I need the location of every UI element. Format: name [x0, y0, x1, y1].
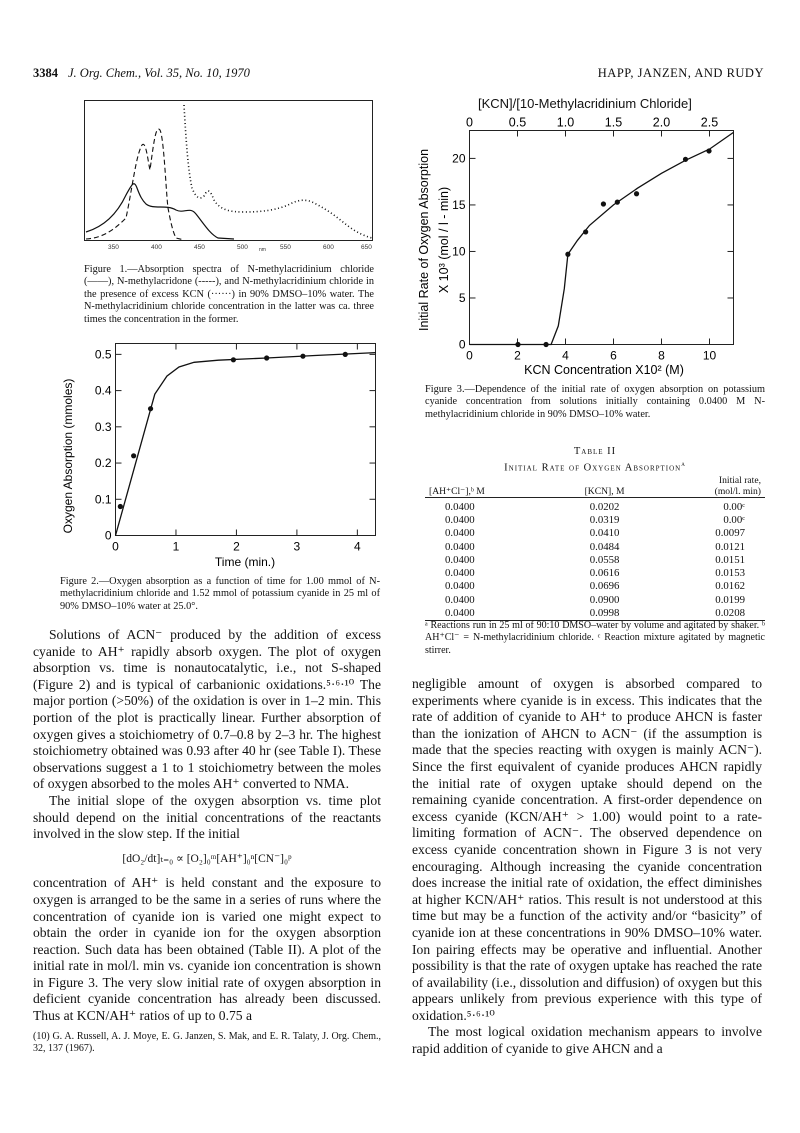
figure1-kcn-curve	[184, 105, 372, 238]
table-row	[425, 606, 765, 620]
fig1-tick: 450	[194, 244, 205, 251]
data-point	[634, 191, 639, 196]
table2-col3a: Initial rate,	[718, 475, 761, 486]
table2-col1: [AH⁺Cl⁻],ᵇ M	[429, 485, 485, 497]
y-tick-label: 0.3	[94, 419, 112, 434]
x-tick-label: 2	[233, 539, 240, 554]
table-cell: 0.0410	[589, 527, 620, 540]
table-cell: 0.0558	[589, 553, 620, 566]
x-tick-label: 0	[466, 348, 473, 363]
page-number: 3384	[33, 66, 58, 80]
table-cell: 0.0097	[715, 527, 745, 540]
figure2-xlabel: Time (min.)	[214, 555, 276, 569]
x-tick-label: 6	[610, 348, 617, 363]
y-tick-label: 0	[458, 337, 466, 352]
y-tick-label: 0.5	[94, 347, 112, 362]
fig1-unit: nm	[259, 247, 266, 252]
table-cell: 0.0400	[445, 567, 475, 580]
top-tick-label: 2.0	[652, 115, 671, 130]
right-paragraph-2: The most logical oxidation mechanism appears to involve rapid addition of cyanide to give AHCN and a	[412, 1024, 762, 1057]
fig1-tick: 400	[151, 244, 162, 251]
figure3-xlabel: KCN Concentration X10² (M)	[524, 363, 684, 377]
data-point	[615, 200, 620, 205]
data-point	[343, 352, 348, 357]
table-row	[425, 500, 765, 513]
x-tick-label: 8	[658, 348, 665, 363]
data-point	[300, 354, 305, 359]
top-tick-label: 0	[466, 115, 473, 130]
table-row	[425, 540, 765, 553]
table2-footnote: ᵃ Reactions run in 25 ml of 90:10 DMSO–water by volume and agitated by shaker. ᵇ AH⁺Cl⁻ = N-methylacridinium chloride. ᶜ Reaction mixture agitated by magnetic stirrer.	[425, 620, 765, 656]
figure3-ylabel: Initial Rate of Oxygen Absorption	[417, 148, 431, 332]
fig1-tick: 350	[108, 244, 119, 251]
table-cell: 0.0121	[715, 540, 745, 553]
x-tick-label: 3	[293, 539, 301, 554]
left-paragraph-2: The initial slope of the oxygen absorption vs. time plot should depend on the initial concentrations of the reactants involved in the slow step. If the initial	[33, 792, 381, 842]
table-row	[425, 513, 765, 526]
table2	[425, 476, 765, 623]
x-tick-label: 10	[702, 348, 717, 363]
top-tick-label: 0.5	[508, 115, 527, 130]
table2-subtitle-sup: a	[681, 460, 686, 468]
table-row	[425, 580, 765, 593]
table-row	[425, 593, 765, 606]
x-tick-label: 2	[514, 348, 521, 363]
figure3-top-axis-label: [KCN]/[10-Methylacridinium Chloride]	[478, 96, 692, 111]
fig1-tick: 550	[280, 244, 291, 251]
table-cell: 0.0202	[589, 500, 620, 513]
table-row	[425, 553, 765, 566]
top-tick-label: 1.5	[604, 115, 623, 130]
data-point	[118, 504, 123, 509]
table-cell: 0.0208	[715, 607, 745, 620]
table-cell: 0.0153	[715, 567, 745, 580]
journal-citation: J. Org. Chem., Vol. 35, No. 10, 1970	[68, 66, 250, 80]
fig1-tick: 500	[237, 244, 248, 251]
table2-col2: [KCN], M	[584, 485, 625, 497]
top-tick-label: 1.0	[556, 115, 575, 130]
y-tick-label: 10	[452, 244, 466, 259]
table-cell: 0.0400	[445, 540, 475, 553]
rate-equation: [dO₂/dt]ₜ₌₀ ∝ [O₂]₀ᵐ[AH⁺]₀ⁿ[CN⁻]₀ᵖ	[122, 852, 292, 865]
fig1-tick: 600	[323, 244, 334, 251]
table-cell: 0.0900	[589, 593, 620, 606]
fit-curve	[470, 132, 734, 344]
table-cell: 0.0696	[589, 580, 620, 593]
table-cell: 0.00ᶜ	[723, 513, 745, 526]
fit-curve	[116, 353, 376, 536]
table-cell: 0.0400	[445, 593, 475, 606]
data-point	[148, 406, 153, 411]
figure3-caption: Figure 3.—Dependence of the initial rate of oxygen absorption on potassium cyanide concentration from solutions initially containing 0.0400 M N-methylacridinium chloride in 90% DMSO–10% water.	[425, 384, 765, 420]
table-cell: 0.0151	[715, 553, 745, 566]
data-point	[515, 342, 520, 347]
table-cell: 0.0199	[715, 593, 745, 606]
figure1-spectra	[84, 100, 374, 252]
table-cell: 0.0162	[715, 580, 745, 593]
running-authors: HAPP, JANZEN, AND RUDY	[597, 66, 764, 80]
data-point	[706, 148, 711, 153]
table-cell: 0.0400	[445, 527, 475, 540]
table2-col3b: (mol/l. min)	[714, 485, 761, 497]
y-tick-label: 0	[104, 528, 112, 543]
table-cell: 0.00ᶜ	[723, 500, 745, 513]
table-cell: 0.0400	[445, 513, 475, 526]
y-tick-label: 5	[458, 290, 466, 305]
table-cell: 0.0998	[589, 607, 620, 620]
table-row	[425, 566, 765, 579]
table-cell: 0.0400	[445, 607, 475, 620]
figure3-ylabel2: X 10³ (mol / l - min)	[437, 186, 451, 294]
table2-subtitle-text: Initial Rate of Oxygen Absorption	[504, 462, 682, 474]
table-cell: 0.0400	[445, 580, 475, 593]
table2-col3	[654, 476, 765, 498]
table-cell: 0.0319	[589, 513, 620, 526]
fig1-tick: 650	[361, 244, 372, 251]
figure1-xticks	[108, 244, 372, 252]
figure1-frame	[85, 101, 373, 241]
y-tick-label: 20	[452, 151, 466, 166]
table2-title: Table II	[573, 446, 617, 457]
table-row	[425, 527, 765, 540]
y-tick-label: 0.4	[94, 383, 112, 398]
data-point	[131, 453, 136, 458]
figure3-chart	[414, 112, 744, 382]
x-tick-label: 0	[112, 539, 119, 554]
table-cell: 0.0400	[445, 553, 475, 566]
data-point	[543, 342, 548, 347]
left-body-text	[33, 627, 381, 1055]
footnote-10: (10) G. A. Russell, A. J. Moye, E. G. Janzen, S. Mak, and E. R. Talaty, J. Org. Chem., 32, 137 (1967).	[33, 1030, 381, 1054]
data-point	[601, 201, 606, 206]
figure1-caption: Figure 1.—Absorption spectra of N-methylacridinium chloride (——), N-methylacridone (-----), and N-methylacridinium chloride in the presence of excess KCN (······) in 90% DMSO–10% water. The N-methylacridinium chloride concentration in the latter was ca. three times the concentration in the former.	[84, 264, 374, 325]
table2-subtitle	[425, 460, 765, 474]
x-tick-label: 4	[562, 348, 569, 363]
left-paragraph-3: concentration of AH⁺ is held constant and the exposure to oxygen is arranged to be the same in a series of runs where the concentration of cyanide ion is varied one might expect to obtain the order in cyanide ion for the oxygen absorption reaction. Such data has been obtained (Table II). A plot of the initial rate in mol/l. min vs. cyanide ion concentration is shown in Figure 3. The very slow initial rate of oxygen absorption in deficient cyanide concentration has already been discussed. Thus at KCN/AH⁺ ratios of up to 0.75 a	[33, 875, 381, 1024]
table-cell: 0.0400	[445, 500, 475, 513]
top-tick-label: 2.5	[700, 115, 719, 130]
right-body-text	[412, 676, 762, 1058]
figure2-chart	[60, 338, 390, 578]
left-paragraph-1: Solutions of ACN⁻ produced by the addition of excess cyanide to AH⁺ rapidly absorb oxygen. The plot of oxygen absorption vs. time is nonautocatalytic, i.e., not S-shaped (Figure 2) and is typical of carbanionic oxidations.⁵·⁶·¹⁰ The major portion (>50%) of the oxidation is over in 1–2 min. This portion of the plot is practically linear. Further absorption of oxygen gives a stoichiometry of 0.7–0.8 by 2–3 hr. The highest stoichiometry obtained was 0.93 after 40 hr (see Table I). These observations suggest a 1 to 1 stoichiometry between the moles of oxygen absorbed to the moles AH⁺ converted to NMA.	[33, 627, 381, 792]
y-tick-label: 0.1	[94, 492, 112, 507]
data-point	[583, 229, 588, 234]
figure2-caption: Figure 2.—Oxygen absorption as a function of time for 1.00 mmol of N-methylacridinium chloride and 1.52 mmol of potassium cyanide in 25 ml of 90% DMSO–10% water at 25.0°.	[60, 576, 380, 612]
figure2-ylabel: Oxygen Absorption (mmoles)	[61, 378, 75, 534]
figure2-frame	[116, 344, 376, 536]
y-tick-label: 15	[452, 197, 466, 212]
data-point	[565, 252, 570, 257]
table-cell: 0.0484	[589, 540, 620, 553]
figure1-acridinium-curve	[86, 184, 234, 239]
x-tick-label: 4	[354, 539, 361, 554]
data-point	[683, 157, 688, 162]
x-tick-label: 1	[172, 539, 180, 554]
table-cell: 0.0616	[589, 567, 620, 580]
data-point	[264, 355, 269, 360]
right-paragraph-1: negligible amount of oxygen is absorbed compared to experiments where cyanide is in excess. This indicates that the rate of addition of cyanide to AH⁺ to produce AHCN is faster than the ionization of AHCN to ACN⁻ (if the assumption is made that the species reacting with oxygen is mainly ACN⁻). Since the first equivalent of cyanide produces AHCN rapidly the initial rate of oxygen uptake should depend on the remaining cyanide concentration. A first-order dependence on excess cyanide (KCN/AH⁺ > 1.00) would point to a rate-limiting formation of ACN⁻. The observed dependence on excess cyanide concentration shown in Figure 3 is not very encouraging. Although increasing the cyanide concentration does increase the initial rate of oxidation, the effect diminishes at higher KCN/AH⁺ ratios. This result is not understood at this time but may be a function of the activity and/or “basicity” of cyanide ion at these concentrations in 90% DMSO–10% water. Ion pairing effects may be operative and influential. Another possibility is that the rate of oxygen uptake has reached the rate of availability (i.e., dissolution and diffusion) of oxygen but this appears unlikely from previous experience with this type of oxidation.⁵·⁶·¹⁰	[412, 676, 762, 1023]
data-point	[231, 357, 236, 362]
figure3-frame	[470, 131, 734, 345]
y-tick-label: 0.2	[94, 456, 112, 471]
